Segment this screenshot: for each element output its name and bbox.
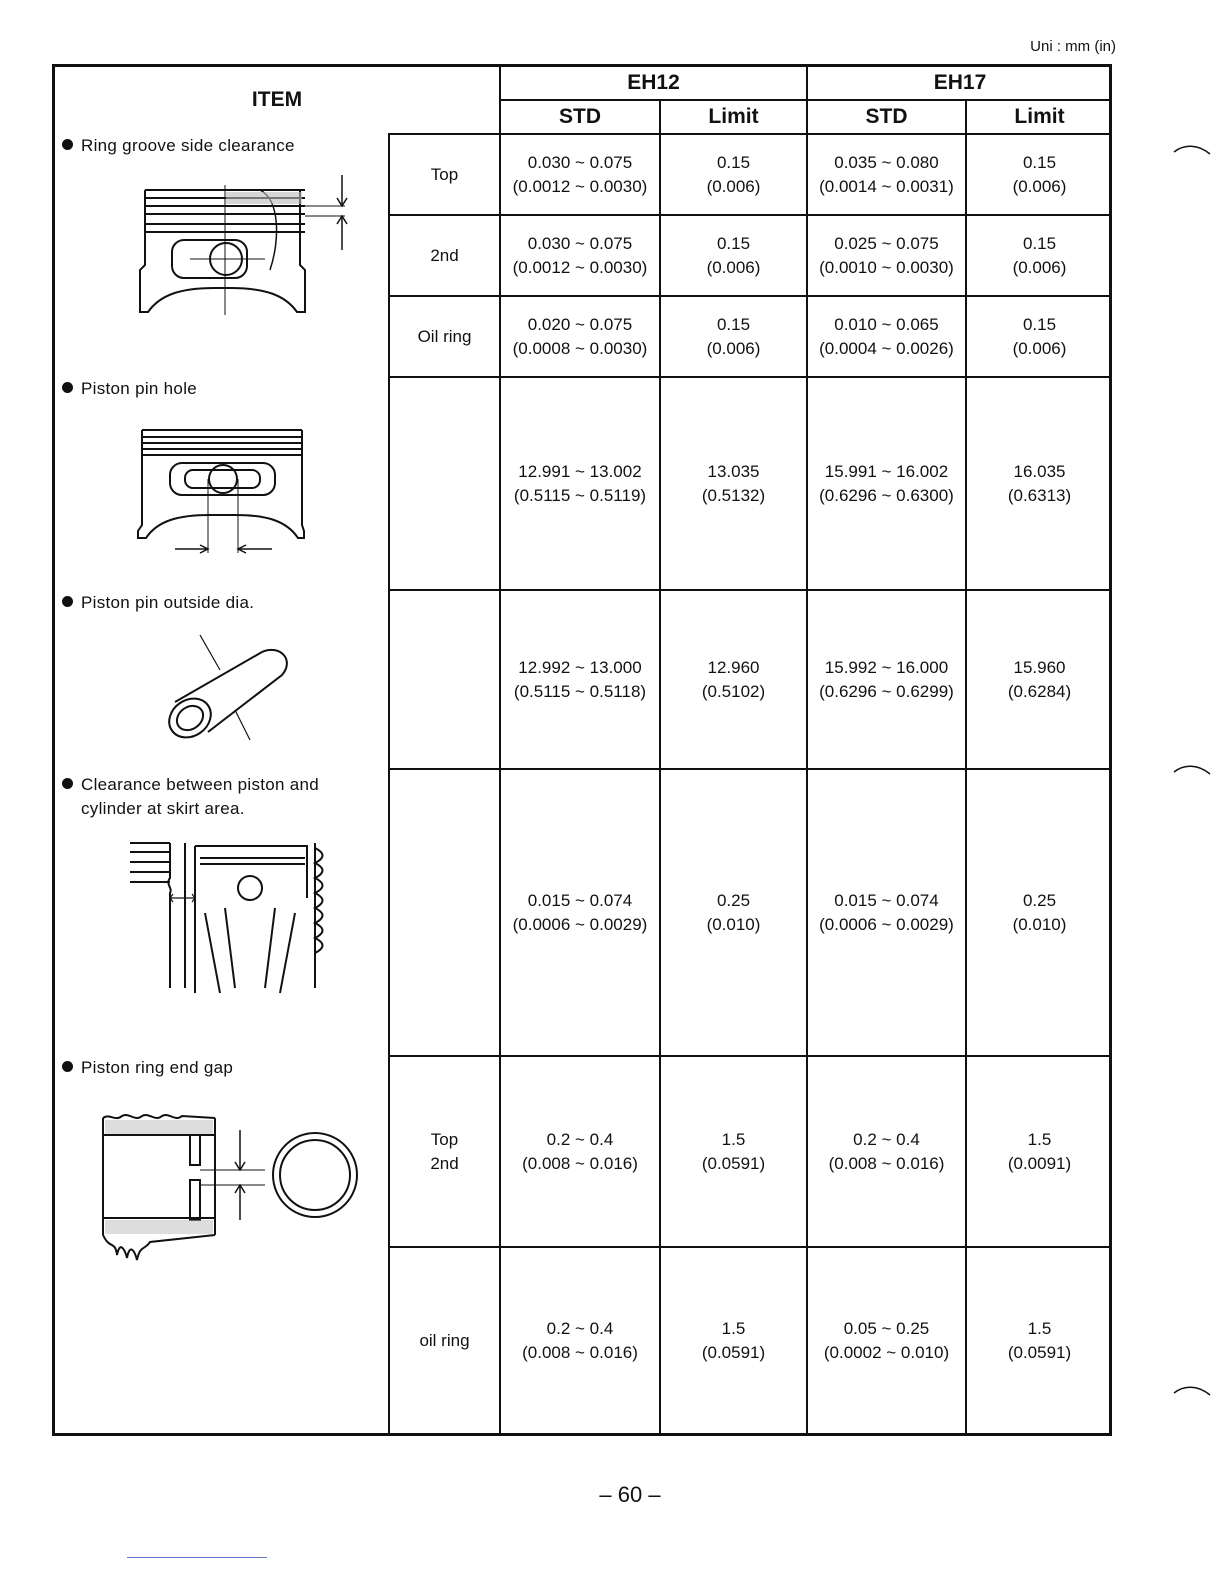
table-cell: 0.015 ~ 0.074 (0.0006 ~ 0.0029) (512, 890, 648, 934)
piston-ring-end-gap-diagram (95, 1110, 360, 1270)
table-cell: 15.992 ~ 16.000 (0.6296 ~ 0.6299) (819, 657, 954, 701)
table-cell: 0.15 (0.006) (1012, 152, 1067, 196)
table-cell: 1.5 (0.0591) (701, 1318, 766, 1362)
table-cell: 15.991 ~ 16.002 (0.6296 ~ 0.6300) (819, 461, 954, 505)
table-cell: 0.015 ~ 0.074 (0.0006 ~ 0.0029) (819, 890, 954, 934)
header-model-eh17: EH17 (933, 71, 987, 94)
table-cell: 0.05 ~ 0.25 (0.0002 ~ 0.010) (823, 1318, 950, 1362)
ring-groove-diagram (130, 170, 360, 320)
table-cell: 1.5 (0.0091) (1007, 1129, 1072, 1173)
table-cell: 15.960 (0.6284) (1007, 657, 1072, 701)
table-cell: 0.030 ~ 0.075 (0.0012 ~ 0.0030) (512, 152, 648, 196)
table-cell: 0.2 ~ 0.4 (0.008 ~ 0.016) (522, 1318, 638, 1362)
table-cell: 16.035 (0.6313) (1007, 461, 1072, 505)
table-cell: 0.2 ~ 0.4 (0.008 ~ 0.016) (828, 1129, 945, 1173)
header-item: ITEM (251, 88, 303, 111)
item-ring-groove-side-clearance: Ring groove side clearance (62, 134, 295, 158)
table-cell: 1.5 (0.0591) (1007, 1318, 1072, 1362)
bullet-icon (62, 1061, 73, 1072)
item-piston-ring-end-gap: Piston ring end gap (62, 1056, 233, 1080)
row-sub-label: Oil ring (417, 326, 472, 346)
footer-rule (127, 1557, 267, 1558)
table-cell: 13.035 (0.5132) (701, 461, 766, 505)
item-piston-pin-hole: Piston pin hole (62, 377, 197, 401)
bullet-icon (62, 596, 73, 607)
table-cell: 0.15 (0.006) (706, 314, 761, 358)
table-cell: 0.010 ~ 0.065 (0.0004 ~ 0.0026) (819, 314, 954, 358)
bullet-icon (62, 778, 73, 789)
row-sub-label: 2nd (430, 245, 459, 265)
piston-pin-hole-diagram (130, 425, 320, 560)
table-cell: 12.960 (0.5102) (701, 657, 766, 701)
header-eh17-std: STD (865, 105, 908, 128)
table-cell: 0.25 (0.010) (706, 890, 761, 934)
table-cell: 0.15 (0.006) (1012, 233, 1067, 277)
table-cell: 0.25 (0.010) (1012, 890, 1067, 934)
page-number: – 60 – (599, 1482, 661, 1507)
bullet-icon (62, 382, 73, 393)
table-cell: 0.035 ~ 0.080 (0.0014 ~ 0.0031) (819, 152, 954, 196)
margin-mark (1172, 142, 1212, 162)
header-model-eh12: EH12 (627, 71, 680, 94)
table-cell: 0.15 (0.006) (706, 152, 761, 196)
table-cell: 1.5 (0.0591) (701, 1129, 766, 1173)
margin-mark (1172, 762, 1212, 782)
header-eh12-limit: Limit (708, 105, 759, 128)
row-sub-label: Top (430, 164, 459, 184)
table-cell: 12.992 ~ 13.000 (0.5115 ~ 0.5118) (513, 657, 647, 701)
unit-note: Uni : mm (in) (1030, 38, 1116, 55)
piston-cylinder-clearance-diagram (125, 838, 335, 998)
table-cell: 0.15 (0.006) (706, 233, 761, 277)
table-cell: 0.025 ~ 0.075 (0.0010 ~ 0.0030) (819, 233, 954, 277)
margin-mark (1172, 1383, 1212, 1403)
row-sub-label: Top 2nd (430, 1129, 459, 1173)
bullet-icon (62, 139, 73, 150)
item-piston-cylinder-clearance: Clearance between piston and cylinder at skirt area. (62, 773, 319, 821)
table-cell: 0.020 ~ 0.075 (0.0008 ~ 0.0030) (512, 314, 648, 358)
header-eh17-limit: Limit (1014, 105, 1065, 128)
table-cell: 0.030 ~ 0.075 (0.0012 ~ 0.0030) (512, 233, 648, 277)
piston-pin-diagram (150, 630, 300, 750)
row-sub-label: oil ring (419, 1330, 470, 1350)
header-eh12-std: STD (559, 105, 601, 128)
table-cell: 12.991 ~ 13.002 (0.5115 ~ 0.5119) (513, 461, 647, 505)
table-cell: 0.2 ~ 0.4 (0.008 ~ 0.016) (522, 1129, 638, 1173)
item-piston-pin-outside-dia: Piston pin outside dia. (62, 591, 254, 615)
table-cell: 0.15 (0.006) (1012, 314, 1067, 358)
